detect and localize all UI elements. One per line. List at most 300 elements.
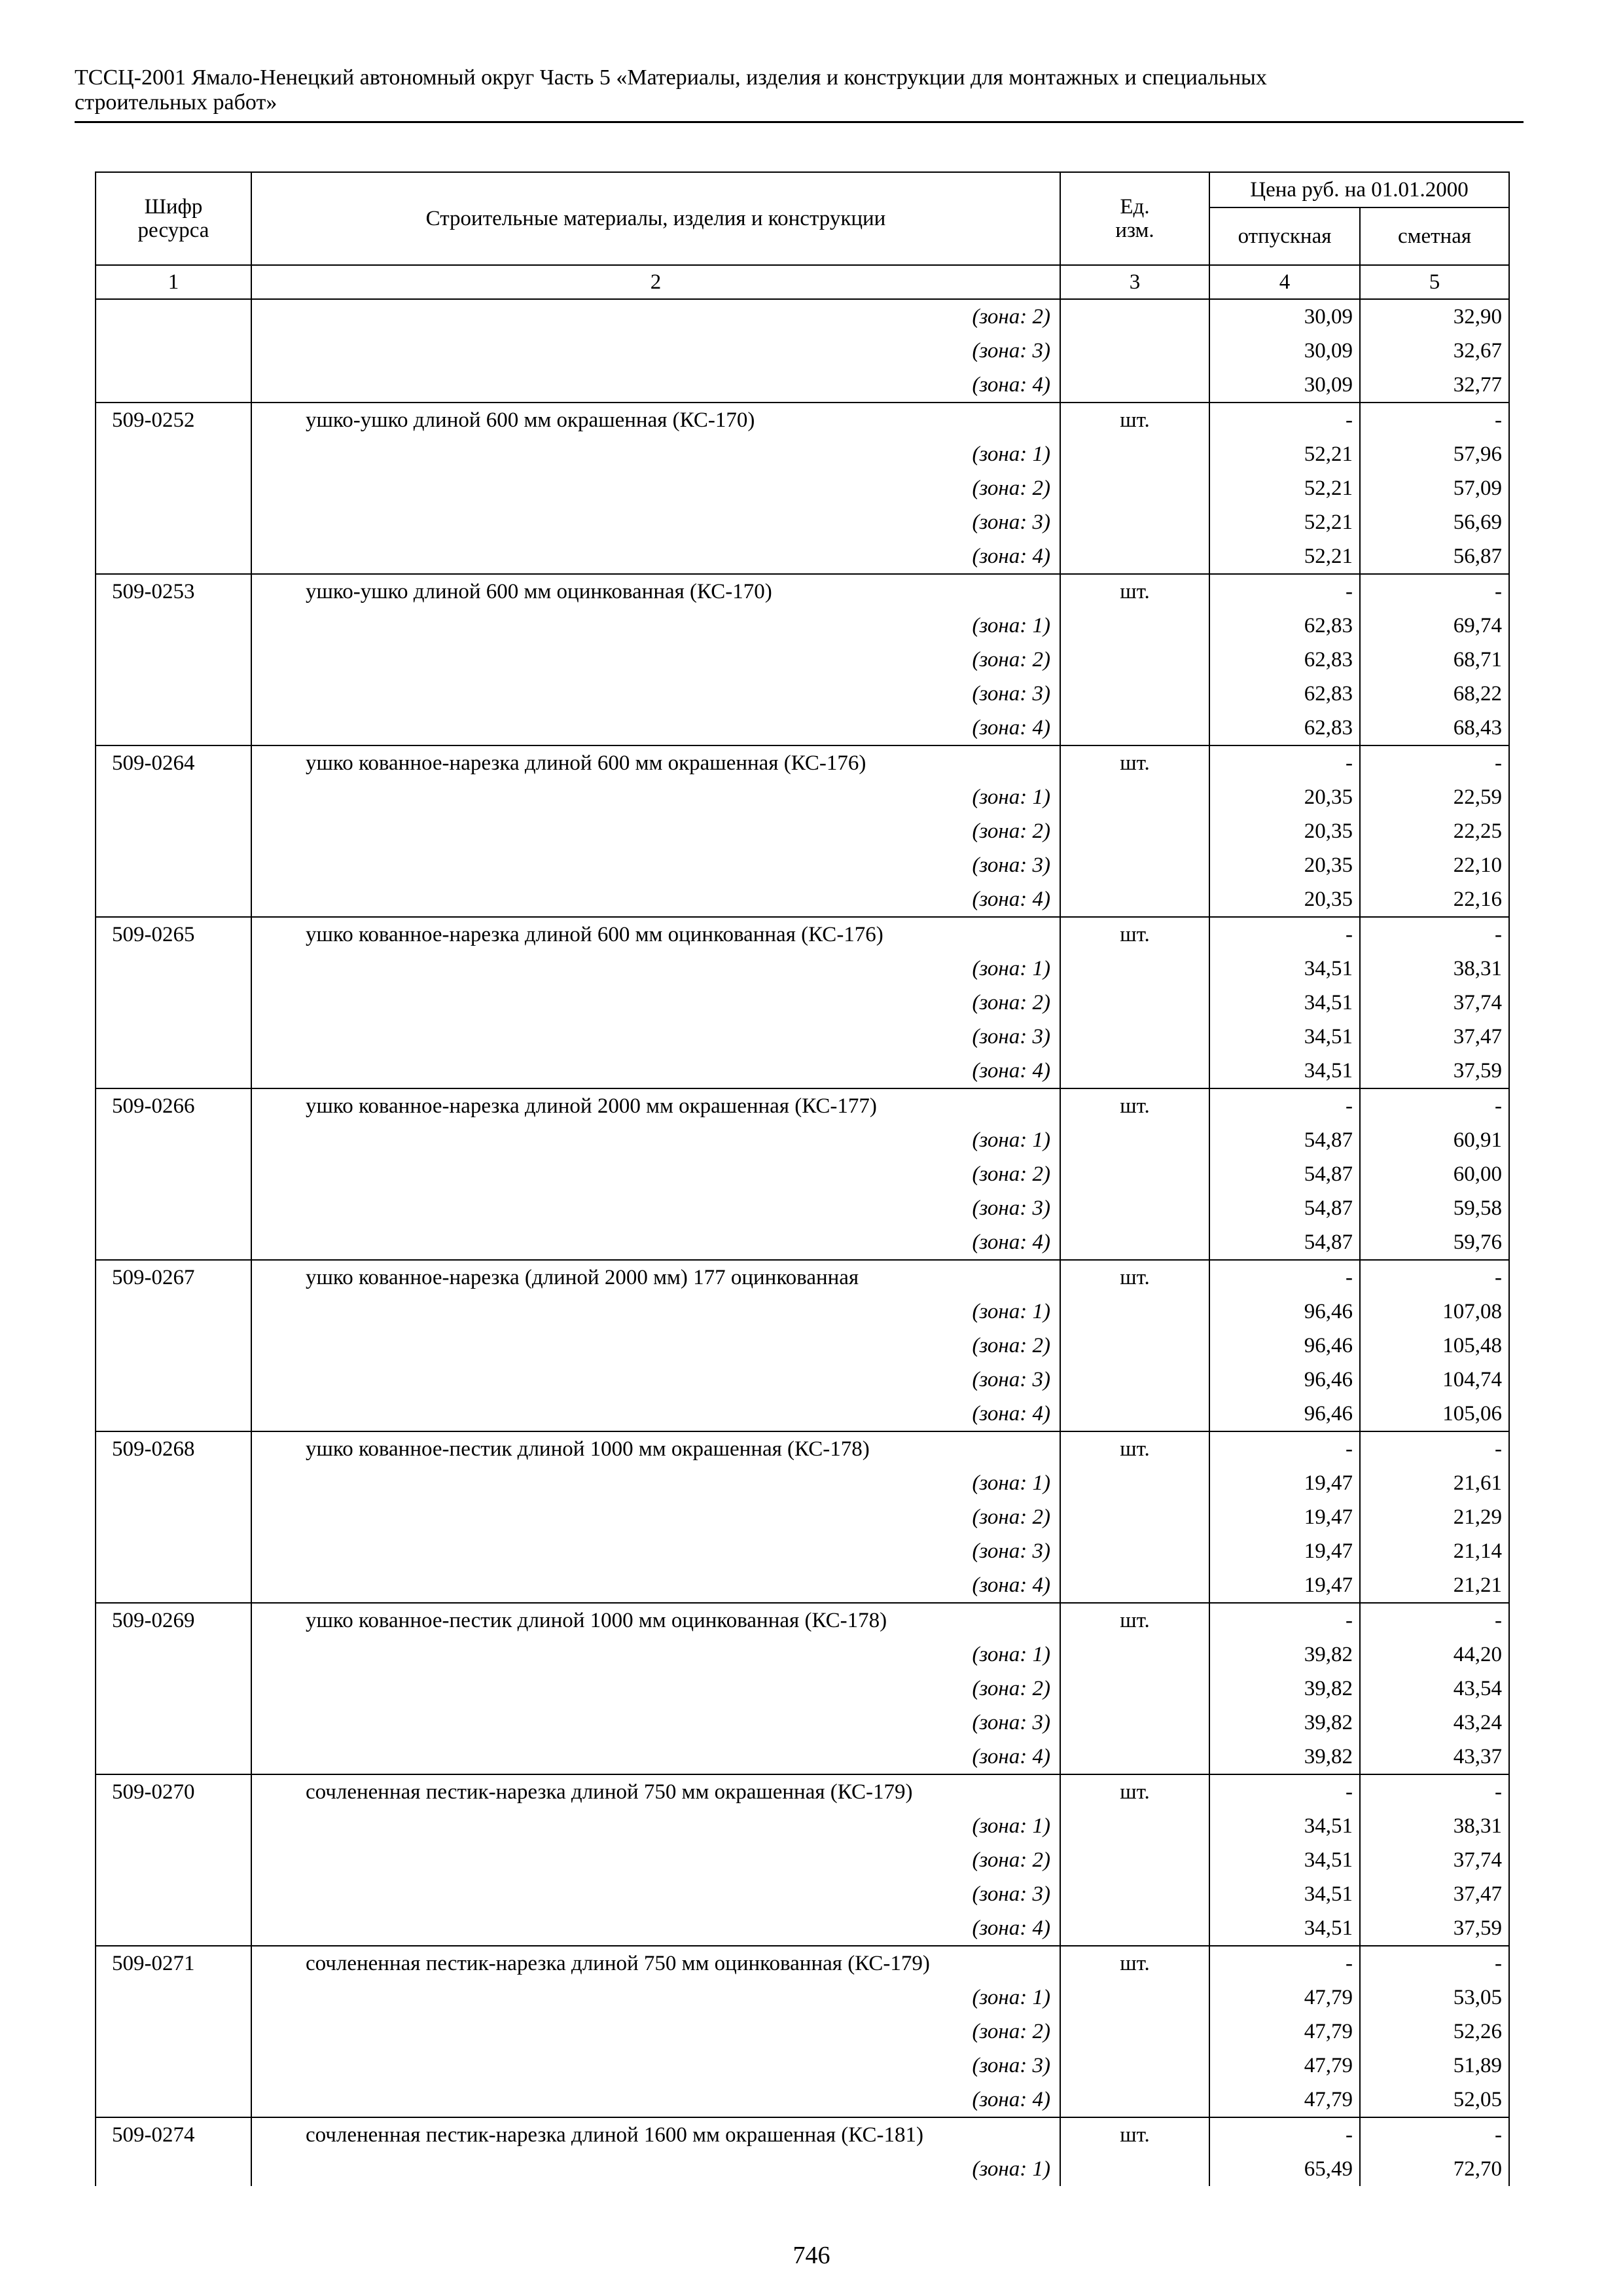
zone-label: (зона: 3) [251, 1363, 1060, 1397]
resource-code-cell [96, 299, 251, 334]
estimate-price: - [1360, 1603, 1509, 1638]
resource-code-cell [96, 1157, 251, 1191]
unit-cell [1060, 437, 1209, 471]
unit-cell [1060, 2049, 1209, 2083]
resource-unit: шт. [1060, 403, 1209, 437]
release-price: 19,47 [1209, 1568, 1360, 1603]
release-price: - [1209, 1431, 1360, 1466]
resource-code-cell [96, 848, 251, 882]
zone-row [96, 882, 1509, 917]
zone-row [96, 1911, 1509, 1946]
zone-row [96, 952, 1509, 986]
header-unit: Ед. изм. [1060, 172, 1209, 265]
zone-label: (зона: 3) [251, 1877, 1060, 1911]
unit-cell [1060, 299, 1209, 334]
resource-code-cell [96, 1329, 251, 1363]
zone-label: (зона: 2) [251, 1672, 1060, 1706]
release-price: 52,21 [1209, 437, 1360, 471]
resource-code-cell [96, 1466, 251, 1500]
zone-label: (зона: 1) [251, 1981, 1060, 2015]
unit-cell [1060, 1397, 1209, 1431]
resource-name: ушко-ушко длиной 600 мм окрашенная (КС-170) [251, 403, 1060, 437]
resource-code-cell [96, 986, 251, 1020]
resource-row [96, 917, 1509, 952]
unit-cell [1060, 1363, 1209, 1397]
zone-row [96, 334, 1509, 368]
zone-row [96, 1500, 1509, 1534]
estimate-price: 21,61 [1360, 1466, 1509, 1500]
column-number: 4 [1209, 265, 1360, 299]
resource-code-cell [96, 1054, 251, 1088]
zone-row [96, 1740, 1509, 1774]
zone-row [96, 1568, 1509, 1603]
resource-code: 509-0270 [96, 1774, 251, 1809]
zone-label: (зона: 4) [251, 1568, 1060, 1603]
release-price: 34,51 [1209, 1911, 1360, 1946]
resource-code: 509-0266 [96, 1088, 251, 1123]
zone-label: (зона: 4) [251, 1225, 1060, 1260]
resource-code-cell [96, 2015, 251, 2049]
zone-label: (зона: 3) [251, 1020, 1060, 1054]
zone-row [96, 986, 1509, 1020]
resource-code-cell [96, 1740, 251, 1774]
zone-label: (зона: 4) [251, 711, 1060, 745]
resource-unit: шт. [1060, 1431, 1209, 1466]
estimate-price: 37,59 [1360, 1054, 1509, 1088]
zone-row [96, 814, 1509, 848]
zone-row [96, 437, 1509, 471]
estimate-price: 57,96 [1360, 437, 1509, 471]
estimate-price: 56,69 [1360, 505, 1509, 539]
header-price: Цена руб. на 01.01.2000 [1209, 172, 1509, 207]
release-price: 96,46 [1209, 1329, 1360, 1363]
unit-cell [1060, 677, 1209, 711]
zone-row [96, 609, 1509, 643]
estimate-price: 68,22 [1360, 677, 1509, 711]
zone-label: (зона: 3) [251, 848, 1060, 882]
release-price: 96,46 [1209, 1295, 1360, 1329]
resource-code-cell [96, 505, 251, 539]
zone-label: (зона: 1) [251, 609, 1060, 643]
resource-row [96, 1774, 1509, 1809]
resource-code-cell [96, 1911, 251, 1946]
release-price: - [1209, 917, 1360, 952]
unit-cell [1060, 471, 1209, 505]
estimate-price: 37,74 [1360, 1843, 1509, 1877]
column-number: 5 [1360, 265, 1509, 299]
resource-unit: шт. [1060, 745, 1209, 780]
estimate-price: 21,14 [1360, 1534, 1509, 1568]
unit-cell [1060, 1911, 1209, 1946]
release-price: 47,79 [1209, 2015, 1360, 2049]
resource-unit: шт. [1060, 1260, 1209, 1295]
estimate-price: 107,08 [1360, 1295, 1509, 1329]
zone-row [96, 1020, 1509, 1054]
resource-row [96, 1946, 1509, 1981]
estimate-price: 32,77 [1360, 368, 1509, 403]
release-price: - [1209, 1603, 1360, 1638]
estimate-price: 44,20 [1360, 1638, 1509, 1672]
zone-label: (зона: 2) [251, 1500, 1060, 1534]
estimate-price: 72,70 [1360, 2152, 1509, 2186]
resource-code-cell [96, 1672, 251, 1706]
zone-label: (зона: 1) [251, 780, 1060, 814]
unit-cell [1060, 882, 1209, 917]
zone-row [96, 643, 1509, 677]
resource-code-cell [96, 1020, 251, 1054]
zone-row [96, 539, 1509, 574]
zone-label: (зона: 3) [251, 677, 1060, 711]
resource-code-cell [96, 1534, 251, 1568]
resource-name: ушко-ушко длиной 600 мм оцинкованная (КС-170) [251, 574, 1060, 609]
unit-cell [1060, 1500, 1209, 1534]
header-line-1: ТССЦ-2001 Ямало-Ненецкий автономный округ Часть 5 «Материалы, изделия и конструкции для монтажных и специальных [75, 65, 1267, 90]
zone-row [96, 1054, 1509, 1088]
header-release-price: отпускная [1209, 207, 1360, 265]
estimate-price: 22,10 [1360, 848, 1509, 882]
unit-cell [1060, 1466, 1209, 1500]
zone-row [96, 1397, 1509, 1431]
zone-row [96, 1363, 1509, 1397]
resource-row [96, 745, 1509, 780]
zone-row [96, 1191, 1509, 1225]
release-price: 20,35 [1209, 814, 1360, 848]
column-number: 1 [96, 265, 251, 299]
release-price: - [1209, 2117, 1360, 2152]
release-price: 20,35 [1209, 780, 1360, 814]
unit-cell [1060, 1329, 1209, 1363]
resource-code-cell [96, 882, 251, 917]
unit-cell [1060, 1157, 1209, 1191]
resource-code-cell [96, 2083, 251, 2117]
zone-label: (зона: 4) [251, 882, 1060, 917]
zone-label: (зона: 2) [251, 643, 1060, 677]
resource-name: ушко кованное-нарезка длиной 2000 мм окрашенная (КС-177) [251, 1088, 1060, 1123]
unit-cell [1060, 643, 1209, 677]
unit-cell [1060, 1191, 1209, 1225]
resource-code-cell [96, 2049, 251, 2083]
release-price: 54,87 [1209, 1225, 1360, 1260]
resource-code-cell [96, 1568, 251, 1603]
unit-cell [1060, 1054, 1209, 1088]
unit-cell [1060, 334, 1209, 368]
resource-code-cell [96, 539, 251, 574]
release-price: 52,21 [1209, 471, 1360, 505]
release-price: 39,82 [1209, 1638, 1360, 1672]
release-price: 47,79 [1209, 2083, 1360, 2117]
resource-unit: шт. [1060, 574, 1209, 609]
header-code: Шифр ресурса [96, 172, 251, 265]
zone-label: (зона: 2) [251, 814, 1060, 848]
unit-cell [1060, 1225, 1209, 1260]
resource-code-cell [96, 643, 251, 677]
estimate-price: - [1360, 1431, 1509, 1466]
zone-row [96, 299, 1509, 334]
zone-row [96, 848, 1509, 882]
estimate-price: 59,76 [1360, 1225, 1509, 1260]
zone-row [96, 677, 1509, 711]
zone-label: (зона: 2) [251, 2015, 1060, 2049]
estimate-price: - [1360, 403, 1509, 437]
resource-unit: шт. [1060, 1774, 1209, 1809]
unit-cell [1060, 1672, 1209, 1706]
resource-unit: шт. [1060, 1603, 1209, 1638]
resource-code-cell [96, 711, 251, 745]
estimate-price: 105,48 [1360, 1329, 1509, 1363]
unit-cell [1060, 986, 1209, 1020]
resource-code: 509-0271 [96, 1946, 251, 1981]
release-price: 19,47 [1209, 1466, 1360, 1500]
resource-code-cell [96, 1123, 251, 1157]
unit-cell [1060, 711, 1209, 745]
estimate-price: 38,31 [1360, 952, 1509, 986]
resource-name: ушко кованное-нарезка длиной 600 мм окрашенная (КС-176) [251, 745, 1060, 780]
resource-unit: шт. [1060, 2117, 1209, 2152]
release-price: 39,82 [1209, 1706, 1360, 1740]
release-price: 52,21 [1209, 505, 1360, 539]
resource-row [96, 2117, 1509, 2152]
resource-code-cell [96, 1981, 251, 2015]
resource-code: 509-0267 [96, 1260, 251, 1295]
release-price: 54,87 [1209, 1157, 1360, 1191]
price-table-wrapper [95, 171, 1510, 2186]
release-price: 34,51 [1209, 1054, 1360, 1088]
unit-cell [1060, 1123, 1209, 1157]
release-price: 62,83 [1209, 643, 1360, 677]
release-price: 47,79 [1209, 1981, 1360, 2015]
unit-cell [1060, 2015, 1209, 2049]
unit-cell [1060, 609, 1209, 643]
zone-label: (зона: 3) [251, 1534, 1060, 1568]
unit-cell [1060, 952, 1209, 986]
resource-row [96, 1260, 1509, 1295]
release-price: - [1209, 1774, 1360, 1809]
resource-code-cell [96, 1877, 251, 1911]
estimate-price: 60,91 [1360, 1123, 1509, 1157]
unit-cell [1060, 368, 1209, 403]
column-number: 3 [1060, 265, 1209, 299]
zone-row [96, 1843, 1509, 1877]
unit-cell [1060, 814, 1209, 848]
zone-label: (зона: 2) [251, 1329, 1060, 1363]
zone-row [96, 471, 1509, 505]
resource-unit: шт. [1060, 1946, 1209, 1981]
release-price: 65,49 [1209, 2152, 1360, 2186]
release-price: 20,35 [1209, 848, 1360, 882]
release-price: 54,87 [1209, 1123, 1360, 1157]
unit-cell [1060, 539, 1209, 574]
estimate-price: 22,25 [1360, 814, 1509, 848]
resource-code-cell [96, 1706, 251, 1740]
estimate-price: 43,37 [1360, 1740, 1509, 1774]
zone-label: (зона: 2) [251, 986, 1060, 1020]
estimate-price: - [1360, 1088, 1509, 1123]
estimate-price: 43,24 [1360, 1706, 1509, 1740]
estimate-price: - [1360, 1946, 1509, 1981]
resource-unit: шт. [1060, 1088, 1209, 1123]
resource-code: 509-0264 [96, 745, 251, 780]
zone-row [96, 1706, 1509, 1740]
release-price: 19,47 [1209, 1500, 1360, 1534]
zone-row [96, 1123, 1509, 1157]
resource-code-cell [96, 952, 251, 986]
column-number: 2 [251, 265, 1060, 299]
release-price: - [1209, 403, 1360, 437]
zone-label: (зона: 4) [251, 2083, 1060, 2117]
header-rule [75, 121, 1524, 123]
resource-code-cell [96, 471, 251, 505]
release-price: - [1209, 1260, 1360, 1295]
release-price: 30,09 [1209, 299, 1360, 334]
release-price: 52,21 [1209, 539, 1360, 574]
estimate-price: 37,47 [1360, 1020, 1509, 1054]
unit-cell [1060, 1638, 1209, 1672]
zone-label: (зона: 3) [251, 334, 1060, 368]
zone-label: (зона: 1) [251, 1123, 1060, 1157]
zone-row [96, 1672, 1509, 1706]
zone-row [96, 2049, 1509, 2083]
unit-cell [1060, 780, 1209, 814]
estimate-price: 52,05 [1360, 2083, 1509, 2117]
zone-row [96, 711, 1509, 745]
resource-row [96, 1603, 1509, 1638]
resource-code-cell [96, 368, 251, 403]
estimate-price: 43,54 [1360, 1672, 1509, 1706]
zone-label: (зона: 4) [251, 368, 1060, 403]
estimate-price: 37,74 [1360, 986, 1509, 1020]
resource-code-cell [96, 1191, 251, 1225]
estimate-price: 32,67 [1360, 334, 1509, 368]
estimate-price: 104,74 [1360, 1363, 1509, 1397]
estimate-price: - [1360, 1260, 1509, 1295]
resource-code-cell [96, 1843, 251, 1877]
unit-cell [1060, 1295, 1209, 1329]
release-price: - [1209, 1946, 1360, 1981]
release-price: - [1209, 574, 1360, 609]
estimate-price: 22,16 [1360, 882, 1509, 917]
header-line-2: строительных работ» [75, 90, 277, 115]
release-price: - [1209, 1088, 1360, 1123]
estimate-price: 38,31 [1360, 1809, 1509, 1843]
resource-code-cell [96, 1225, 251, 1260]
table-body [96, 299, 1509, 2186]
release-price: 39,82 [1209, 1740, 1360, 1774]
zone-row [96, 1534, 1509, 1568]
resource-name: ушко кованное-нарезка длиной 600 мм оцинкованная (КС-176) [251, 917, 1060, 952]
resource-code: 509-0274 [96, 2117, 251, 2152]
release-price: - [1209, 745, 1360, 780]
zone-row [96, 1157, 1509, 1191]
zone-label: (зона: 2) [251, 471, 1060, 505]
zone-label: (зона: 1) [251, 1638, 1060, 1672]
resource-name: ушко кованное-пестик длиной 1000 мм окрашенная (КС-178) [251, 1431, 1060, 1466]
unit-cell [1060, 848, 1209, 882]
unit-cell [1060, 1981, 1209, 2015]
zone-row [96, 2015, 1509, 2049]
zone-row [96, 1877, 1509, 1911]
estimate-price: 21,29 [1360, 1500, 1509, 1534]
zone-row [96, 1809, 1509, 1843]
release-price: 39,82 [1209, 1672, 1360, 1706]
resource-name: ушко кованное-пестик длиной 1000 мм оцинкованная (КС-178) [251, 1603, 1060, 1638]
resource-row [96, 1431, 1509, 1466]
unit-cell [1060, 1534, 1209, 1568]
release-price: 96,46 [1209, 1363, 1360, 1397]
resource-code-cell [96, 1295, 251, 1329]
document-header [75, 65, 1521, 115]
release-price: 62,83 [1209, 609, 1360, 643]
price-table [95, 171, 1510, 2186]
zone-label: (зона: 4) [251, 1397, 1060, 1431]
zone-label: (зона: 2) [251, 1843, 1060, 1877]
zone-row [96, 1638, 1509, 1672]
resource-code-cell [96, 677, 251, 711]
release-price: 34,51 [1209, 1020, 1360, 1054]
zone-row [96, 505, 1509, 539]
zone-label: (зона: 4) [251, 539, 1060, 574]
resource-code-cell [96, 437, 251, 471]
release-price: 47,79 [1209, 2049, 1360, 2083]
estimate-price: - [1360, 917, 1509, 952]
estimate-price: 69,74 [1360, 609, 1509, 643]
release-price: 30,09 [1209, 368, 1360, 403]
release-price: 34,51 [1209, 1809, 1360, 1843]
unit-cell [1060, 1020, 1209, 1054]
estimate-price: 22,59 [1360, 780, 1509, 814]
resource-code: 509-0253 [96, 574, 251, 609]
zone-label: (зона: 1) [251, 2152, 1060, 2186]
zone-row [96, 1329, 1509, 1363]
resource-row [96, 1088, 1509, 1123]
zone-label: (зона: 1) [251, 1809, 1060, 1843]
zone-label: (зона: 2) [251, 299, 1060, 334]
release-price: 34,51 [1209, 1877, 1360, 1911]
unit-cell [1060, 1740, 1209, 1774]
zone-row [96, 2152, 1509, 2186]
release-price: 62,83 [1209, 677, 1360, 711]
resource-code-cell [96, 334, 251, 368]
release-price: 34,51 [1209, 952, 1360, 986]
release-price: 34,51 [1209, 1843, 1360, 1877]
page-number: 746 [793, 2242, 830, 2269]
unit-cell [1060, 505, 1209, 539]
resource-code: 509-0265 [96, 917, 251, 952]
table-head [96, 172, 1509, 299]
estimate-price: 60,00 [1360, 1157, 1509, 1191]
resource-code-cell [96, 609, 251, 643]
zone-label: (зона: 4) [251, 1911, 1060, 1946]
resource-row [96, 574, 1509, 609]
estimate-price: 56,87 [1360, 539, 1509, 574]
resource-code-cell [96, 1809, 251, 1843]
release-price: 34,51 [1209, 986, 1360, 1020]
estimate-price: 51,89 [1360, 2049, 1509, 2083]
zone-row [96, 780, 1509, 814]
resource-code-cell [96, 780, 251, 814]
zone-row [96, 2083, 1509, 2117]
estimate-price: - [1360, 745, 1509, 780]
estimate-price: 37,47 [1360, 1877, 1509, 1911]
estimate-price: 68,43 [1360, 711, 1509, 745]
estimate-price: 68,71 [1360, 643, 1509, 677]
zone-label: (зона: 1) [251, 1466, 1060, 1500]
zone-label: (зона: 3) [251, 505, 1060, 539]
zone-label: (зона: 1) [251, 437, 1060, 471]
zone-row [96, 1225, 1509, 1260]
zone-label: (зона: 1) [251, 1295, 1060, 1329]
estimate-price: 105,06 [1360, 1397, 1509, 1431]
unit-cell [1060, 1568, 1209, 1603]
